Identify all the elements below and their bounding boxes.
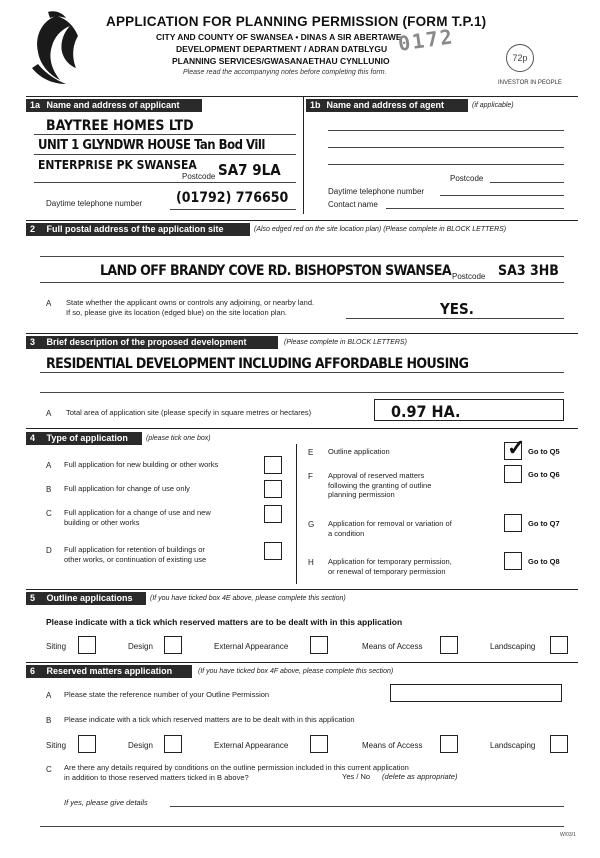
swansea-phoenix-logo	[26, 8, 84, 88]
site-area-box[interactable]	[374, 399, 564, 421]
type-g-letter: G	[308, 520, 315, 529]
section-6-rule	[26, 662, 578, 663]
reserved-access-checkbox[interactable]	[440, 735, 458, 753]
type-g-checkbox[interactable]	[504, 514, 522, 532]
section-5-heading	[26, 592, 146, 605]
agent-line-2	[328, 147, 564, 148]
received-stamp-number: 0172	[396, 24, 456, 56]
type-e-letter: E	[308, 448, 314, 457]
section-1-divider	[303, 96, 304, 214]
type-c-text-2: building or other works	[64, 517, 140, 527]
site-postcode-label: Postcode	[452, 272, 486, 281]
site-address-line-2	[40, 282, 564, 283]
type-g-text-1: Application for removal or variation of	[328, 519, 452, 528]
applicant-name-handwritten[interactable]: BAYTREE HOMES LTD	[46, 118, 194, 134]
type-c-checkbox[interactable]	[264, 505, 282, 523]
site-address-handwritten[interactable]: LAND OFF BRANDY COVE RD. BISHOPSTON SWANSEA	[100, 263, 451, 279]
site-area-answer: 0.97 HA.	[391, 402, 461, 421]
type-a-letter: A	[46, 461, 52, 470]
reserved-siting-checkbox[interactable]	[78, 735, 96, 753]
section-1b-number: 1b	[310, 100, 321, 110]
agent-contact-label: Contact name	[328, 200, 378, 209]
section-4-number: 4	[30, 433, 36, 443]
type-c-text	[64, 508, 211, 527]
fee-seal-text: 72p	[512, 53, 528, 63]
section-4-divider	[296, 444, 297, 584]
conditions-details-line[interactable]	[170, 806, 564, 807]
type-f-letter: F	[308, 472, 313, 481]
reserved-landscaping-checkbox[interactable]	[550, 735, 568, 753]
header-note: Please read the accompanying notes before completing this form.	[183, 69, 387, 76]
type-f-text-3: planning permission	[328, 490, 395, 499]
reserved-siting-label: Siting	[46, 741, 67, 750]
type-h-text-2: or renewal of temporary permission	[328, 566, 446, 576]
site-area-letter: A	[46, 409, 52, 418]
conditions-letter: C	[46, 765, 52, 774]
type-f-text-1: Approval of reserved matters	[328, 471, 425, 480]
type-b-checkbox[interactable]	[264, 480, 282, 498]
type-d-checkbox[interactable]	[264, 542, 282, 560]
reserved-access-label: Means of Access	[362, 741, 423, 750]
site-address-line-1	[40, 256, 564, 257]
section-5-title: Outline applications	[46, 593, 133, 603]
section-5-rule	[26, 589, 578, 590]
section-3-note: (Please complete in BLOCK LETTERS)	[284, 339, 407, 346]
section-3-rule	[26, 333, 578, 334]
adjoining-land-answer[interactable]: YES.	[440, 300, 474, 318]
adjoining-land-question	[66, 298, 314, 317]
agent-postcode-line	[490, 182, 564, 183]
investor-in-people-text: INVESTOR IN PEOPLE	[498, 80, 562, 86]
conditions-details-label: If yes, please give details	[64, 798, 148, 807]
section-1a-title: Name and address of applicant	[46, 100, 180, 110]
outline-design-label: Design	[128, 642, 153, 651]
outline-design-checkbox[interactable]	[164, 636, 182, 654]
conditions-delete-note: (delete as appropriate)	[382, 772, 458, 781]
reserved-matters-letter: B	[46, 716, 52, 725]
section-2-note: (Also edged red on the site location plan) (Please complete in BLOCK LETTERS)	[254, 226, 507, 233]
applicant-phone-line	[170, 209, 296, 210]
agent-line-3	[328, 164, 564, 165]
section-1-rule	[26, 96, 578, 97]
section-2-rule	[26, 220, 578, 221]
section-4-heading	[26, 432, 142, 445]
applicant-phone-handwritten[interactable]: (01792) 776650	[176, 190, 289, 206]
type-h-text-1: Application for temporary permission,	[328, 557, 452, 566]
outline-ref-input[interactable]	[390, 684, 562, 702]
reserved-matters-question: Please indicate with a tick which reserved matters are to be dealt with in this application	[64, 715, 355, 724]
reserved-design-label: Design	[128, 741, 153, 750]
agent-phone-label: Daytime telephone number	[328, 187, 425, 196]
conditions-question-1: Are there any details required by conditions on the outline permission included in this current application	[64, 763, 409, 772]
agent-contact-line	[386, 208, 564, 209]
section-1b-heading	[306, 99, 468, 112]
reserved-design-checkbox[interactable]	[164, 735, 182, 753]
type-h-checkbox[interactable]	[504, 552, 522, 570]
type-h-goto: Go to Q8	[528, 557, 560, 566]
type-a-text: Full application for new building or other works	[64, 460, 219, 469]
reserved-appearance-checkbox[interactable]	[310, 735, 328, 753]
type-b-text: Full application for change of use only	[64, 484, 190, 493]
section-1a-heading	[26, 99, 202, 112]
conditions-yes-no[interactable]: Yes / No	[342, 772, 371, 781]
conditions-details-line-2[interactable]	[40, 826, 564, 827]
type-g-text	[328, 519, 452, 538]
type-c-text-1: Full application for a change of use and new	[64, 508, 211, 517]
agent-line-1	[328, 130, 564, 131]
type-e-checkbox[interactable]	[504, 435, 526, 460]
adjoining-land-letter: A	[46, 299, 52, 308]
outline-access-label: Means of Access	[362, 642, 423, 651]
site-area-question: Total area of application site (please specify in square metres or hectares)	[66, 408, 312, 417]
reserved-landscaping-label: Landscaping	[490, 741, 536, 750]
section-2-title: Full postal address of the application site	[46, 224, 224, 234]
type-c-letter: C	[46, 509, 52, 518]
outline-appearance-checkbox[interactable]	[310, 636, 328, 654]
applicant-line-3	[34, 182, 296, 183]
form-code: W/03/1	[560, 832, 576, 838]
agent-postcode-label: Postcode	[450, 174, 484, 183]
type-e-goto: Go to Q5	[528, 447, 560, 456]
applicant-line-2	[34, 154, 296, 155]
applicant-line-1	[34, 134, 296, 135]
section-6-number: 6	[30, 666, 36, 676]
service-name: PLANNING SERVICES/GWASANAETHAU CYNLLUNIO	[172, 56, 390, 66]
fee-seal	[506, 44, 534, 72]
adjoining-land-line	[346, 318, 564, 319]
type-f-text-2: following the granting of outline	[328, 480, 432, 490]
agent-phone-line	[440, 195, 564, 196]
type-a-checkbox[interactable]	[264, 456, 282, 474]
applicant-address-handwritten-2[interactable]: ENTERPRISE PK SWANSEA	[38, 158, 197, 172]
section-3-title: Brief description of the proposed development	[46, 337, 247, 347]
development-description-handwritten[interactable]: RESIDENTIAL DEVELOPMENT INCLUDING AFFORDABLE HOUSING	[46, 356, 469, 372]
section-1a-number: 1a	[30, 100, 41, 110]
section-6-note: (If you have ticked box 4F above, please complete this section)	[198, 668, 394, 675]
type-h-letter: H	[308, 558, 314, 567]
type-g-goto: Go to Q7	[528, 519, 560, 528]
department-name: DEVELOPMENT DEPARTMENT / ADRAN DATBLYGU	[176, 44, 388, 54]
type-f-goto: Go to Q6	[528, 470, 560, 479]
outline-landscaping-checkbox[interactable]	[550, 636, 568, 654]
applicant-postcode-handwritten[interactable]: SA7 9LA	[218, 161, 281, 179]
outline-landscaping-label: Landscaping	[490, 642, 536, 651]
section-6-title: Reserved matters application	[46, 666, 173, 676]
council-name: CITY AND COUNTY OF SWANSEA • DINAS A SIR ABERTAWE	[156, 32, 402, 42]
tick-icon: ✓	[507, 435, 526, 460]
site-postcode-handwritten[interactable]: SA3 3HB	[498, 263, 559, 279]
form-title: APPLICATION FOR PLANNING PERMISSION (FORM T.P.1)	[106, 14, 487, 29]
applicant-postcode-label: Postcode	[182, 172, 216, 181]
type-f-text	[328, 471, 431, 500]
adjoining-land-question-1: State whether the applicant owns or controls any adjoining, or nearby land.	[66, 298, 315, 307]
adjoining-land-question-2: If so, please give its location (edged blue) on the site location plan.	[66, 307, 287, 317]
outline-siting-label: Siting	[46, 642, 67, 651]
applicant-address-handwritten-1[interactable]: UNIT 1 GLYNDWR HOUSE Tan Bod Vill	[38, 138, 265, 153]
type-d-text	[64, 545, 206, 564]
type-e-text: Outline application	[328, 447, 390, 456]
type-f-checkbox[interactable]	[504, 465, 522, 483]
section-5-instruction: Please indicate with a tick which reserved matters are to be dealt with in this application	[46, 617, 403, 627]
outline-siting-checkbox[interactable]	[78, 636, 96, 654]
section-1b-title: Name and address of agent	[326, 100, 445, 110]
reserved-appearance-label: External Appearance	[214, 741, 289, 750]
type-g-text-2: a condition	[328, 528, 365, 538]
section-5-note: (If you have ticked box 4E above, please complete this section)	[150, 595, 346, 602]
section-4-rule	[26, 428, 578, 429]
section-3-number: 3	[30, 337, 36, 347]
type-d-letter: D	[46, 546, 52, 555]
section-6-heading	[26, 665, 192, 678]
section-5-number: 5	[30, 593, 36, 603]
section-3-heading	[26, 336, 278, 349]
type-d-text-1: Full application for retention of buildings or	[64, 545, 205, 554]
description-line-2	[40, 392, 564, 393]
outline-ref-question: Please state the reference number of your Outline Permission	[64, 690, 270, 699]
section-4-title: Type of application	[46, 433, 128, 443]
type-b-letter: B	[46, 485, 52, 494]
outline-ref-letter: A	[46, 691, 52, 700]
outline-access-checkbox[interactable]	[440, 636, 458, 654]
description-line-1	[40, 372, 564, 373]
type-h-text	[328, 557, 452, 576]
section-1b-note: (if applicable)	[472, 102, 514, 109]
section-4-note: (please tick one box)	[146, 435, 211, 442]
section-2-heading	[26, 223, 250, 236]
section-2-number: 2	[30, 224, 36, 234]
outline-appearance-label: External Appearance	[214, 642, 289, 651]
applicant-phone-label: Daytime telephone number	[46, 199, 143, 208]
conditions-question-2: in addition to those reserved matters ticked in B above?	[64, 772, 249, 782]
type-d-text-2: other works, or continuation of existing use	[64, 554, 207, 564]
